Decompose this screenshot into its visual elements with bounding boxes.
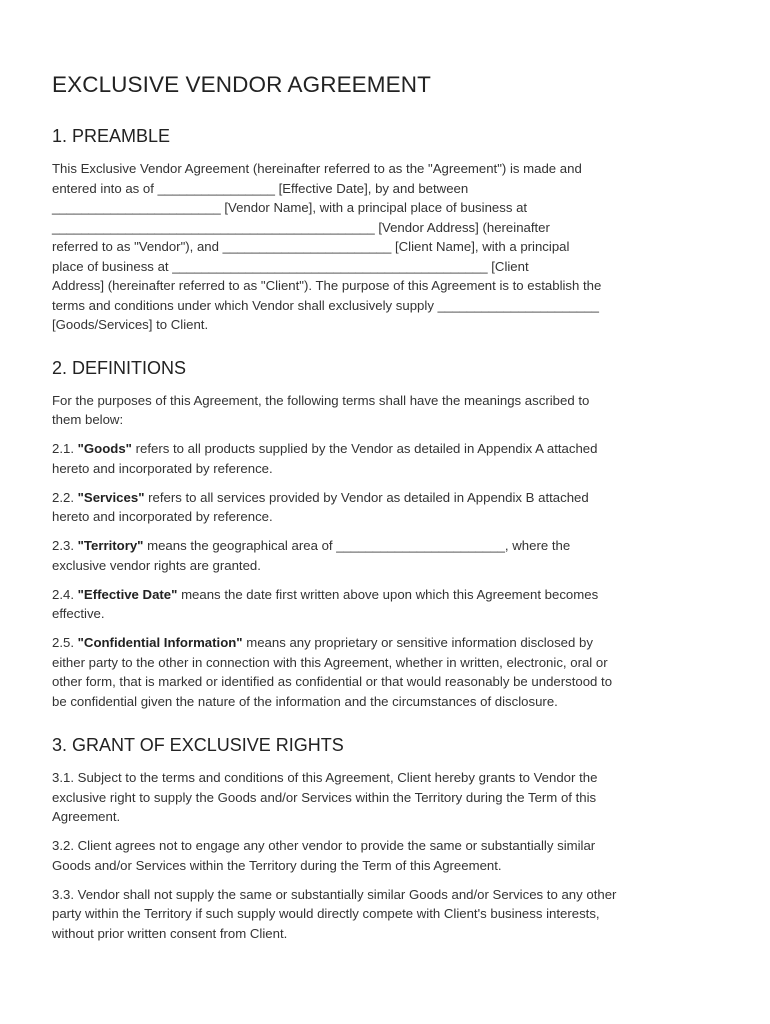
definition-term: "Goods"	[77, 441, 132, 456]
definition-term: "Confidential Information"	[77, 635, 243, 650]
definition-text: means the date first written above upon which this Agreement becomes effective.	[52, 586, 599, 621]
definition-number: 2.3.	[52, 538, 74, 553]
clause-3-2: 3.2. Client agrees not to engage any other vendor to provide the same or substantially similar Goods and/or Services within the Territory during the Term of this Agreement.	[52, 838, 596, 873]
document-title: EXCLUSIVE VENDOR AGREEMENT	[52, 72, 431, 97]
section-preamble	[52, 124, 718, 335]
section-definitions	[52, 356, 718, 712]
definition-number: 2.1.	[52, 441, 74, 456]
definition-term: "Territory"	[77, 538, 144, 553]
definition-text: means any proprietary or sensitive information disclosed by either party to the other in connection with this Agreement, whether in written, electronic, oral or other form, that is marked or identified as confidential or that would reasonably be understood to be confidential given the nature of the information and the circumstances of disclosure.	[52, 635, 613, 709]
definition-item-goods	[52, 439, 718, 478]
definition-text: means the geographical area of _______________________, where the exclusive vendor rights are granted.	[52, 538, 571, 573]
definition-number: 2.5.	[52, 635, 74, 650]
definitions-intro: For the purposes of this Agreement, the following terms shall have the meanings ascribed to them below:	[52, 392, 590, 427]
definition-number: 2.2.	[52, 489, 74, 505]
definition-text: refers to all services provided by Vendor as detailed in Appendix B attached hereto and incorporated by reference.	[52, 489, 589, 524]
definition-item-territory	[52, 536, 718, 575]
definition-item-services	[52, 488, 718, 527]
definition-number: 2.4.	[52, 586, 74, 602]
section-heading-grant-of-exclusive-rights: 3. GRANT OF EXCLUSIVE RIGHTS	[52, 735, 344, 755]
section-heading-definitions: 2. DEFINITIONS	[52, 357, 187, 378]
clause-3-3: 3.3. Vendor shall not supply the same or substantially similar Goods and/or Services to any other party within the Territory if such supply would directly compete with Client's business interests, without prior written consent from Client.	[52, 886, 617, 941]
section-grant-of-exclusive-rights	[52, 733, 718, 943]
clause-3-1: 3.1. Subject to the terms and conditions of this Agreement, Client hereby grants to Vendor the exclusive right to supply the Goods and/or Services within the Territory during the Term of this Agreement.	[52, 770, 598, 824]
definition-term: "Services"	[77, 489, 145, 505]
definition-item-confidential-information	[52, 633, 718, 711]
definition-term: "Effective Date"	[77, 586, 178, 602]
definition-text: refers to all products supplied by the Vendor as detailed in Appendix A attached hereto and incorporated by reference.	[52, 441, 598, 476]
preamble-paragraph: This Exclusive Vendor Agreement (hereinafter referred to as the "Agreement") is made and entered into as of ________________ [Effective Date], by and between _______________________ [Vendor Name], with a principal place of business at ____________________________________________ [Vendor Address] (hereinafter referred to as "Vendor"), and _______________________ [Client Name], with a principal place of business at ___________________________________________ [Client Address] (hereinafter referred to as "Client"). The purpose of this Agreement is to establish the terms and conditions under which Vendor shall exclusively supply ______________________ [Goods/Services] to Client.	[52, 161, 602, 332]
definition-item-effective-date	[52, 585, 718, 624]
section-heading-preamble: 1. PREAMBLE	[52, 126, 171, 146]
